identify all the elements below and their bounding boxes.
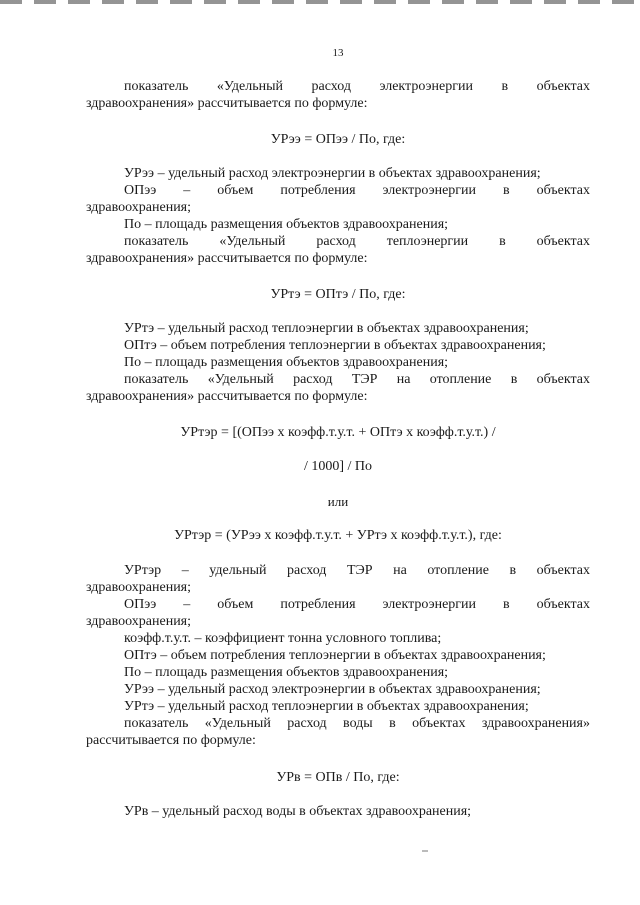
definition-item: УРээ – удельный расход электроэнергии в объектах здравоохранения; [124, 166, 541, 181]
definition-item: УРв – удельный расход воды в объектах здравоохранения; [124, 804, 472, 819]
definition-item: ОПтэ – объем потребления теплоэнергии в объектах здравоохранения; [124, 648, 546, 663]
formula-ter-alt: УРтэр = (УРээ х коэфф.т.у.т. + УРтэ х коэфф.т.у.т.), где: [174, 528, 502, 543]
definition-item: По – площадь размещения объектов здравоохранения; [124, 217, 449, 232]
definition-item: ОПтэ – объем потребления теплоэнергии в объектах здравоохранения; [124, 338, 546, 353]
definition-item: ОПээ – объем потребления электроэнергии в объектах [124, 183, 590, 198]
text-line: здравоохранения; [86, 580, 192, 595]
or-separator: или [327, 494, 349, 509]
paragraph-ter-intro: показатель «Удельный расход ТЭР на отопление в объектах [124, 372, 590, 387]
definition-item: УРтэ – удельный расход теплоэнергии в объектах здравоохранения; [124, 699, 529, 714]
formula-heat: УРтэ = ОПтэ / По, где: [270, 287, 406, 302]
text-line: здравоохранения» рассчитывается по формуле: [86, 389, 368, 404]
text-line: здравоохранения; [86, 200, 192, 215]
text-line: рассчитывается по формуле: [86, 733, 256, 748]
definition-item: По – площадь размещения объектов здравоохранения; [124, 665, 449, 680]
paragraph-electricity-intro [86, 78, 590, 112]
definition-item: По – площадь размещения объектов здравоохранения; [124, 355, 449, 370]
formula-ter-line2: / 1000] / По [303, 459, 373, 474]
paragraph-water-intro: показатель «Удельный расход воды в объектах здравоохранения» [124, 716, 590, 731]
scan-speck [422, 850, 428, 852]
definition-list-4 [86, 803, 590, 820]
scan-border-top [0, 0, 640, 4]
definition-item: УРтэр – удельный расход ТЭР на отопление в объектах [124, 563, 590, 578]
page-number: 13 [332, 47, 344, 59]
paragraph-heat-intro: показатель «Удельный расход теплоэнергии в объектах [124, 234, 590, 249]
formula-electricity: УРээ = ОПээ / По, где: [270, 132, 406, 147]
text-line: здравоохранения» рассчитывается по формуле: [86, 96, 368, 111]
formula-ter-line1: УРтэр = [(ОПээ х коэфф.т.у.т. + ОПтэ х коэфф.т.у.т.) / [180, 425, 496, 440]
definition-item: коэфф.т.у.т. – коэффициент тонна условного топлива; [124, 631, 442, 646]
text-line: здравоохранения; [86, 614, 192, 629]
definition-item: УРтэ – удельный расход теплоэнергии в объектах здравоохранения; [124, 321, 529, 336]
text-line: здравоохранения» рассчитывается по формуле: [86, 251, 368, 266]
formula-water: УРв = ОПв / По, где: [276, 770, 400, 785]
definition-list-1 [86, 165, 590, 267]
text-line: показатель «Удельный расход электроэнергии в объектах [124, 79, 590, 94]
definition-item: УРээ – удельный расход электроэнергии в объектах здравоохранения; [124, 682, 541, 697]
definition-list-2 [86, 320, 590, 405]
definition-item: ОПээ – объем потребления электроэнергии в объектах [124, 597, 590, 612]
definition-list-3 [86, 562, 590, 749]
